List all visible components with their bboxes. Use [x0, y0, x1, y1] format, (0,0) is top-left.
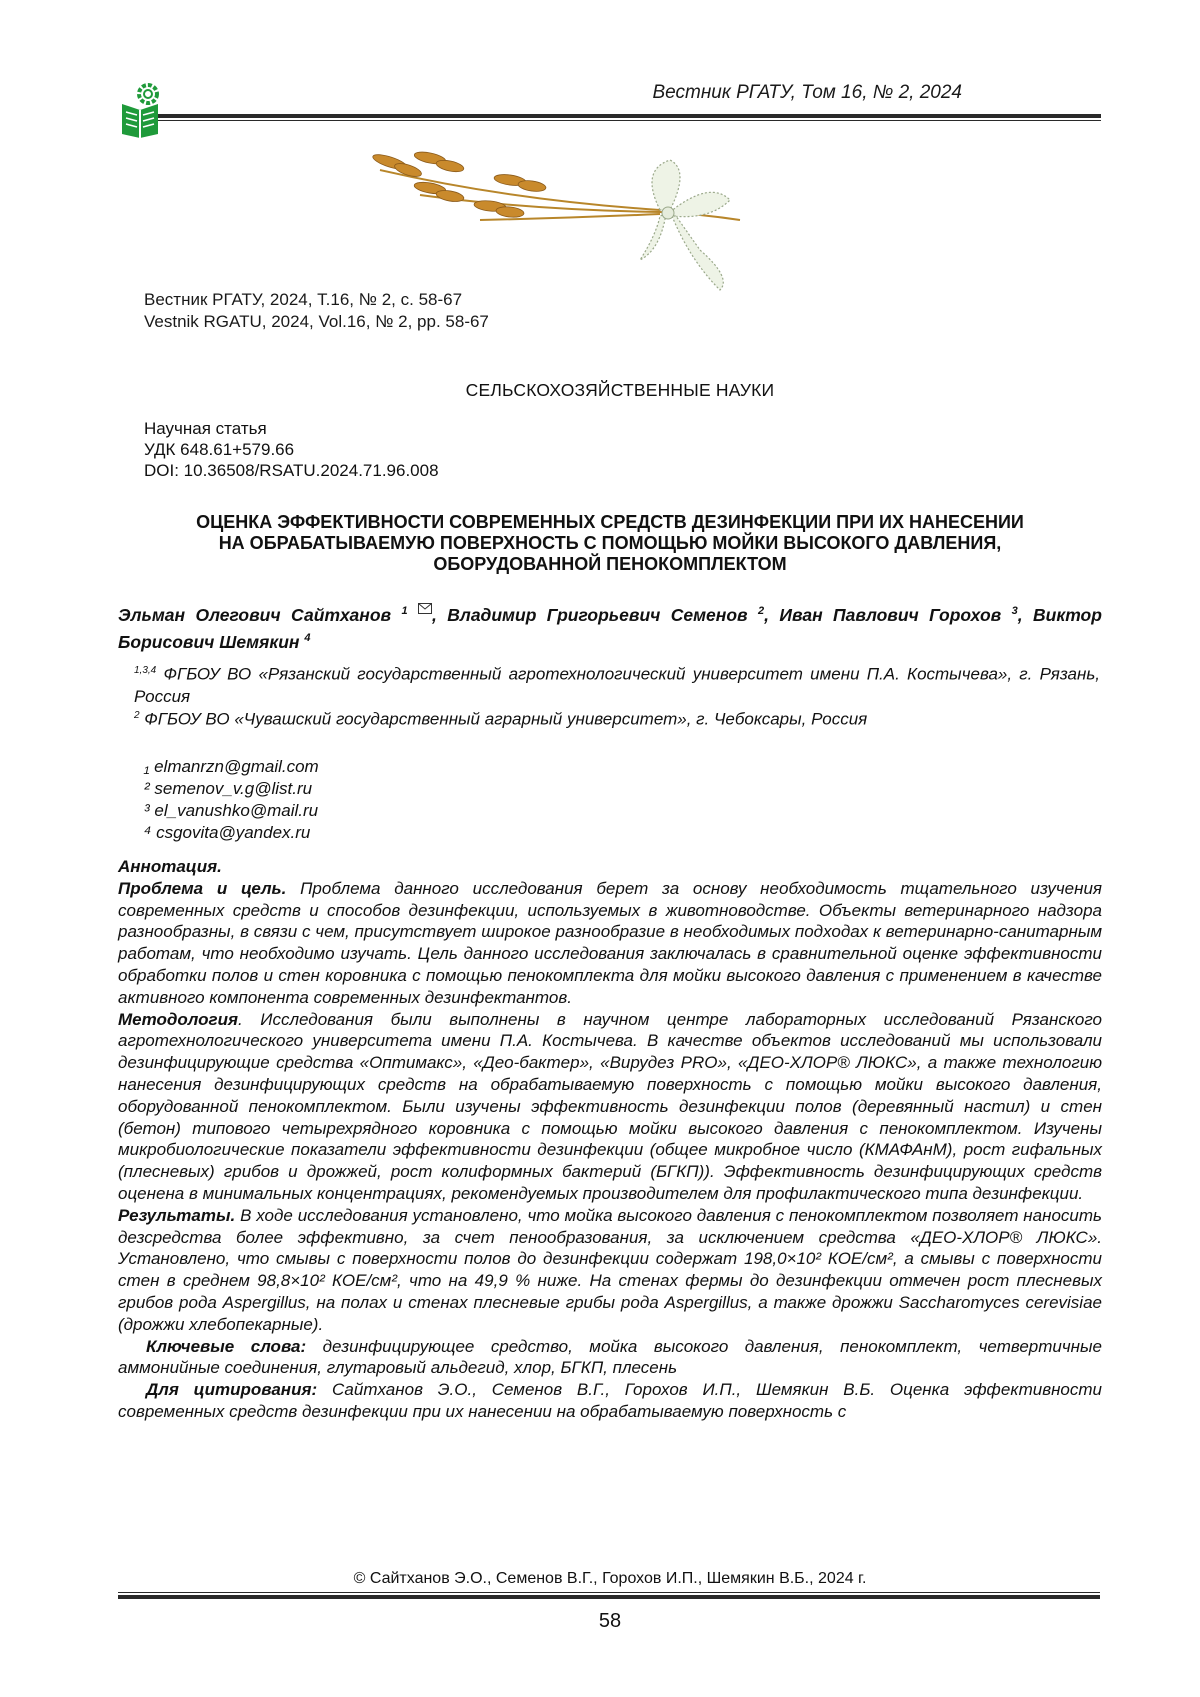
abstract-problem: Проблема и цель. Проблема данного исследования берет за основу необходимость тщательного изучения современных средств и способов дезинфекции, используемых в животноводстве. Объекты ветеринарного надзора разнообразны, в связи с чем, присутствует широкое разнообразие в необходимых подходах к ветеринарно-санитарным работам, что необходимо изучать. Цель данного исследования заключалась в сравнительной оценке эффективности обработки полов и стен коровника с помощью пенокомплекта для мойки высокого давления с применением в качестве активного компонента современных дезинфектантов. — [118, 878, 1102, 1007]
email-link[interactable]: ² semenov_v.g@list.ru — [144, 779, 313, 798]
author-name: Виктор Борисович Шемякин — [118, 604, 1102, 652]
author-name: Владимир Григорьевич Семенов — [447, 604, 748, 625]
keywords: Ключевые слова: дезинфицирующее средство, мойка высокого давления, пенокомплект, четвертичные аммонийные соединения, глутаровый альдегид, хлор, БГКП, плесень — [118, 1336, 1102, 1378]
affiliation: $^2$ ФГБОУ ВО «Чувашский государственный аграрный университет», г. Чебоксары, Россия — [134, 709, 868, 729]
author-list: Эльман Олегович Сайтханов $^1$ , Владимир Григорьевич Семенов $^2$, Иван Павлович Горохов $^3$, Виктор Борисович Шемякин $^4$ — [118, 604, 1102, 652]
citation-en: Vestnik RGATU, 2024, Vol.16, № 2, pp. 58-67 — [144, 312, 489, 331]
email-link[interactable]: ³ el_vanushko@mail.ru — [144, 801, 319, 820]
header-rule — [158, 114, 1101, 121]
footer-rule — [118, 1592, 1100, 1599]
page-number: 58 — [598, 1610, 622, 1632]
abstract-heading: Аннотация. — [118, 857, 222, 876]
journal-logo-icon — [118, 82, 162, 138]
journal-running-header: Вестник РГАТУ, Том 16, № 2, 2024 — [652, 82, 962, 103]
article-type: Научная статья — [144, 419, 267, 438]
doi-link[interactable]: DOI: 10.36508/RSATU.2024.71.96.008 — [144, 461, 439, 480]
abstract — [118, 856, 1102, 1423]
author-name: Эльман Олегович Сайтханов — [118, 604, 392, 625]
envelope-icon[interactable] — [418, 603, 432, 614]
author-name: Иван Павлович Горохов — [779, 604, 1002, 625]
email-link[interactable]: ₁ elmanrzn@gmail.com — [144, 757, 319, 776]
abstract-methodology: Методология. Исследования были выполнены в научном центре лабораторных исследований Рязанского агротехнологического университета имени П.А. Костычева. В качестве объектов исследований мы использовали дезинфицирующие средства «Оптимакс», «Део-бактер», «Вирудез PRO», «ДЕО-ХЛОР® ЛЮКС», а также технологию нанесения дезинфицирующих средств на обрабатываемую поверхность с помощью мойки высокого давления, оборудованной пенокомплектом. Были изучены эффективность дезинфекции полов (деревянный настил) и стен (бетон) типового четырехрядного коровника с помощью мойки высокого давления с пенокомплектом. Изучены микробиологические показатели эффективности дезинфекции (общее микробное число (КМАФАнМ), рост гифальных (плесневых) грибов и дрожжей, рост колиформных бактерий (БГКП)). Эффективность дезинфицирующих средств оценена в минимальных концентрациях, рекомендуемых производителем для профилактического типа дезинфекции. — [118, 1009, 1102, 1203]
udk-code: УДК 648.61+579.66 — [144, 440, 295, 459]
affiliation: $^{1,3,4}$ ФГБОУ ВО «Рязанский государственный агротехнологический университет имени П.А. Костычева», г. Рязань, Россия — [134, 664, 1101, 706]
wheat-ribbon-illustration — [360, 140, 800, 310]
citation-ru: Вестник РГАТУ, 2024, Т.16, № 2, с. 58-67 — [144, 290, 463, 309]
article-title: ОЦЕНКА ЭФФЕКТИВНОСТИ СОВРЕМЕННЫХ СРЕДСТВ ДЕЗИНФЕКЦИИ ПРИ ИХ НАНЕСЕНИИ НА ОБРАБАТЫВАЕМУЮ ПОВЕРХНОСТЬ С ПОМОЩЬЮ МОЙКИ ВЫСОКОГО ДАВЛЕНИЯ, ОБОРУДОВАННОЙ ПЕНОКОМПЛЕКТОМ — [196, 512, 1024, 574]
abstract-results: Результаты. В ходе исследования установлено, что мойка высокого давления с пенокомплектом позволяет наносить дезсредства более эффективно, за счет пенообразования, за исключением средства «ДЕО-ХЛОР® ЛЮКС». Установлено, что смывы с поверхности полов до дезинфекции содержат 198,0×10² КОЕ/см², а смывы с поверхности стен в среднем 98,8×10² КОЕ/см², что на 49,9 % ниже. На стенах фермы до дезинфекции отмечен рост плесневых грибов рода Aspergillus, на полах и стенах плесневые грибы рода Aspergillus, а также дрожжи Saccharomyces cerevisiae (дрожжи хлебопекарные). — [118, 1205, 1102, 1334]
email-link[interactable]: ⁴ csgovita@yandex.ru — [144, 823, 311, 842]
how-to-cite: Для цитирования: Сайтханов Э.О., Семенов В.Г., Горохов И.П., Шемякин В.Б. Оценка эффективности современных средств дезинфекции при их нанесении на обрабатываемую поверхность с — [118, 1380, 1103, 1421]
section-heading: СЕЛЬСКОХОЗЯЙСТВЕННЫЕ НАУКИ — [465, 380, 775, 400]
copyright-notice: © Сайтханов Э.О., Семенов В.Г., Горохов И.П., Шемякин В.Б., 2024 г. — [353, 1570, 867, 1587]
